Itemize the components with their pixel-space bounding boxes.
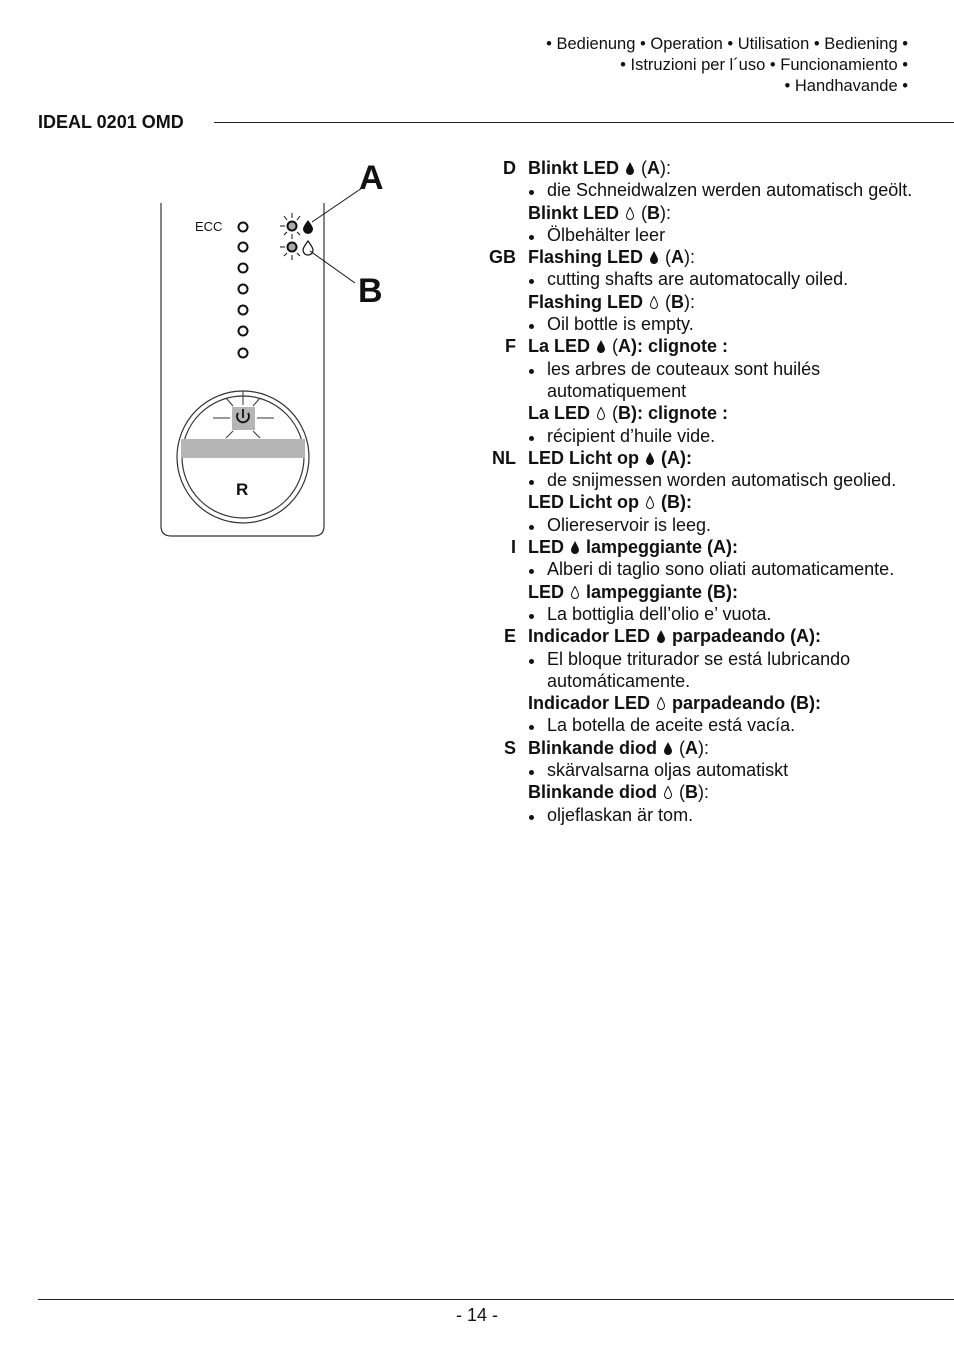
empty-oil-drop-icon xyxy=(663,785,673,800)
led-a-description: skärvalsarna oljas automatiskt xyxy=(528,759,950,781)
led-b-description: Ölbehälter leer xyxy=(528,224,950,246)
leader-line-a xyxy=(312,188,362,222)
led-a-blinking xyxy=(280,213,313,235)
instruction-list xyxy=(480,157,950,826)
language-list-line: • Istruzioni per l´uso • Funcionamiento • xyxy=(620,56,908,74)
led xyxy=(239,285,248,294)
led-a-heading: Flashing LED (A): xyxy=(528,247,696,268)
language-block xyxy=(480,157,950,246)
language-code: NL xyxy=(492,447,516,468)
led-a-description: die Schneidwalzen werden automatisch geölt. xyxy=(528,179,950,201)
language-list-line: • Bedienung • Operation • Utilisation • Bediening • xyxy=(546,35,908,53)
language-block xyxy=(480,625,950,736)
control-panel-figure xyxy=(150,150,400,550)
language-code: F xyxy=(505,336,516,357)
led-a-heading: La LED (A): clignote : xyxy=(528,336,729,357)
led-ecc xyxy=(239,223,248,232)
language-block xyxy=(480,536,950,625)
led xyxy=(239,306,248,315)
label-a: A xyxy=(359,159,384,197)
led-a-description: de snijmessen worden automatisch geolied. xyxy=(528,469,950,491)
led-b-heading: La LED (B): clignote : xyxy=(528,403,729,424)
filled-oil-drop-icon xyxy=(303,220,313,234)
led-b-heading: Indicador LED parpadeando (B): xyxy=(528,693,822,714)
led-b-description: La botella de aceite está vacía. xyxy=(528,714,950,736)
filled-oil-drop-icon xyxy=(649,250,659,265)
led-b-description: Oil bottle is empty. xyxy=(528,313,950,335)
dial-band xyxy=(181,439,305,458)
header-rule xyxy=(214,122,954,123)
filled-oil-drop-icon xyxy=(570,540,580,555)
led-b-heading: Blinkande diod (B): xyxy=(528,782,710,803)
led-a-heading: LED Licht op (A): xyxy=(528,447,693,468)
led-a-description: les arbres de couteaux sont huilés automatiquement xyxy=(528,358,950,403)
footer-rule xyxy=(38,1299,954,1300)
language-block xyxy=(480,246,950,335)
led-b-blinking xyxy=(280,234,313,260)
led-a-description: El bloque triturador se está lubricando automáticamente. xyxy=(528,648,950,693)
empty-oil-drop-icon xyxy=(656,696,666,711)
led-column xyxy=(239,223,248,358)
language-code: S xyxy=(503,737,516,758)
ecc-label: ECC xyxy=(195,219,223,234)
leader-line-b xyxy=(310,251,355,283)
empty-oil-drop-icon xyxy=(303,241,313,255)
led xyxy=(239,264,248,273)
language-block xyxy=(480,335,950,446)
led xyxy=(239,243,248,252)
language-code: I xyxy=(510,537,516,558)
led-b-description: Oliereservoir is leeg. xyxy=(528,514,950,536)
language-code: D xyxy=(503,158,516,178)
power-dial xyxy=(177,391,309,523)
led-a-heading: Indicador LED parpadeando (A): xyxy=(528,626,822,647)
led-a-description: cutting shafts are automatocally oiled. xyxy=(528,268,950,290)
led xyxy=(239,349,248,358)
led-b-heading: Blinkt LED (B): xyxy=(528,202,672,223)
led xyxy=(239,327,248,336)
language-code: E xyxy=(503,626,516,647)
control-panel-illustration xyxy=(150,150,400,550)
led-a-heading: LED lampeggiante (A): xyxy=(528,537,739,558)
filled-oil-drop-icon xyxy=(663,741,673,756)
language-list-line: • Handhavande • xyxy=(784,77,908,95)
led-b-heading: LED lampeggiante (B): xyxy=(528,581,739,602)
language-block xyxy=(480,447,950,536)
filled-oil-drop-icon xyxy=(645,451,655,466)
empty-oil-drop-icon xyxy=(596,406,606,421)
led-b-description: récipient d’huile vide. xyxy=(528,425,950,447)
language-list xyxy=(308,34,908,97)
language-code: GB xyxy=(489,247,516,268)
led-b-heading: LED Licht op (B): xyxy=(528,492,693,513)
empty-oil-drop-icon xyxy=(625,206,635,221)
led-b-description: oljeflaskan är tom. xyxy=(528,804,950,826)
model-title: IDEAL 0201 OMD xyxy=(38,112,194,133)
led-a-heading: Blinkande diod (A): xyxy=(528,737,710,758)
filled-oil-drop-icon xyxy=(596,339,606,354)
led-a-heading: Blinkt LED (A): xyxy=(528,158,672,178)
language-block xyxy=(480,737,950,826)
empty-oil-drop-icon xyxy=(570,585,580,600)
led-a-description: Alberi di taglio sono oliati automaticamente. xyxy=(528,558,950,580)
empty-oil-drop-icon xyxy=(649,295,659,310)
dial-label-r: R xyxy=(236,480,249,499)
filled-oil-drop-icon xyxy=(625,161,635,176)
filled-oil-drop-icon xyxy=(656,629,666,644)
led-b-description: La bottiglia dell’olio e’ vuota. xyxy=(528,603,950,625)
label-b: B xyxy=(358,272,383,310)
led-b-heading: Flashing LED (B): xyxy=(528,291,696,312)
page-number: - 14 - xyxy=(455,1305,498,1325)
empty-oil-drop-icon xyxy=(645,495,655,510)
